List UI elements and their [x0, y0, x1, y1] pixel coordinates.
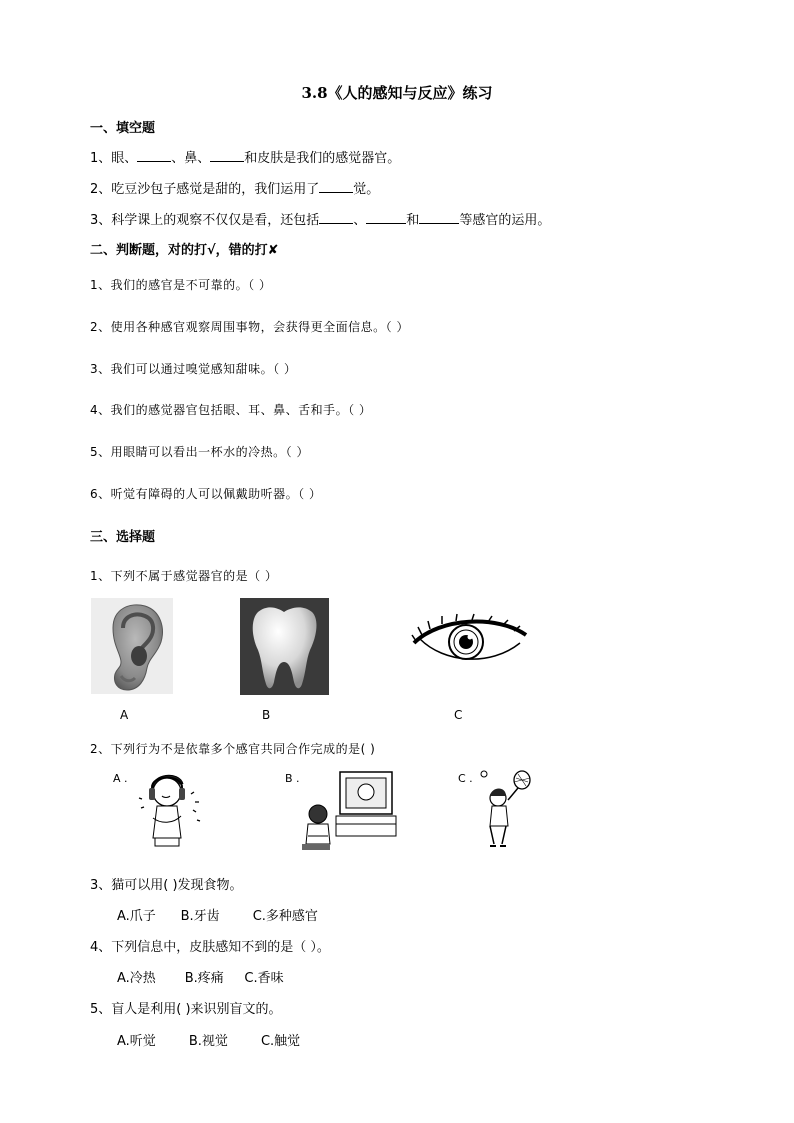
page-title: 3.8《人的感知与反应》练习 — [301, 84, 493, 102]
question-text: 和皮肤是我们的感觉器官。 — [244, 151, 401, 166]
question-text: 1、眼、 — [90, 151, 138, 166]
choice-question-3: 3、猫可以用( )发现食物。 — [90, 878, 243, 893]
ear-image[interactable] — [91, 598, 173, 694]
question-text: 、鼻、 — [171, 151, 211, 166]
fill-question-2 — [90, 178, 379, 197]
headphones-kid-icon — [135, 768, 215, 852]
option-label-b[interactable]: B . — [285, 772, 300, 785]
judge-question-5[interactable]: 5、用眼睛可以看出一杯水的冷热。（ ） — [90, 445, 309, 459]
ear-icon — [91, 598, 173, 694]
kid-watching-tv-image[interactable] — [300, 770, 398, 852]
question-text: 3、科学课上的观察不仅仅是看，还包括 — [90, 213, 320, 228]
eye-icon — [410, 613, 530, 669]
choice-question-1: 1、下列不属于感觉器官的是（ ） — [90, 569, 278, 583]
question-text: 和 — [406, 213, 420, 228]
answer-blank[interactable] — [210, 149, 244, 162]
kid-playing-badminton-image[interactable] — [478, 770, 534, 854]
answer-blank[interactable] — [137, 149, 171, 162]
choice-question-2: 2、下列行为不是依靠多个感官共同合作完成的是( ) — [90, 742, 376, 756]
answer-blank[interactable] — [366, 211, 406, 224]
judge-question-6[interactable]: 6、听觉有障碍的人可以佩戴助听器。（ ） — [90, 487, 322, 501]
section-heading-choice: 三、选择题 — [90, 530, 156, 545]
option-label-c[interactable]: C — [454, 708, 463, 722]
judge-question-1[interactable]: 1、我们的感官是不可靠的。（ ） — [90, 278, 272, 292]
answer-blank[interactable] — [319, 180, 353, 193]
badminton-kid-icon — [478, 770, 534, 854]
tooth-icon — [240, 598, 329, 695]
option-label-b[interactable]: B — [262, 708, 271, 722]
judge-question-4[interactable]: 4、我们的感觉器官包括眼、耳、鼻、舌和手。（ ） — [90, 403, 372, 417]
fill-question-3 — [90, 209, 550, 228]
question-text: 、 — [353, 213, 367, 228]
tv-kid-icon — [300, 770, 398, 852]
section-heading-true-false: 二、判断题，对的打√，错的打✘ — [90, 243, 279, 258]
option-label-a[interactable]: A . — [113, 772, 128, 785]
question-text: 觉。 — [353, 182, 380, 197]
kid-listening-headphones-image[interactable] — [135, 768, 215, 852]
fill-question-1 — [90, 147, 400, 166]
question-text: 2、吃豆沙包子感觉是甜的，我们运用了 — [90, 182, 320, 197]
judge-question-3[interactable]: 3、我们可以通过嗅觉感知甜味。（ ） — [90, 362, 297, 376]
eye-image[interactable] — [410, 613, 530, 669]
answer-blank[interactable] — [419, 211, 459, 224]
section-heading-fill-blank: 一、填空题 — [90, 121, 156, 136]
choice-options-3[interactable]: A.爪子 B.牙齿 C.多种感官 — [117, 909, 318, 924]
tooth-image[interactable] — [240, 598, 329, 695]
option-label-c[interactable]: C . — [458, 772, 473, 785]
option-label-a[interactable]: A — [120, 708, 129, 722]
answer-blank[interactable] — [319, 211, 353, 224]
question-text: 等感官的运用。 — [459, 213, 551, 228]
choice-options-4[interactable]: A.冷热 B.疼痛 C.香味 — [117, 971, 284, 986]
choice-options-5[interactable]: A.听觉 B.视觉 C.触觉 — [117, 1034, 301, 1049]
choice-question-5: 5、盲人是利用( )来识别盲文的。 — [90, 1002, 282, 1017]
judge-question-2[interactable]: 2、使用各种感官观察周围事物，会获得更全面信息。（ ） — [90, 320, 409, 334]
choice-question-4: 4、下列信息中，皮肤感知不到的是（ ）。 — [90, 940, 330, 955]
